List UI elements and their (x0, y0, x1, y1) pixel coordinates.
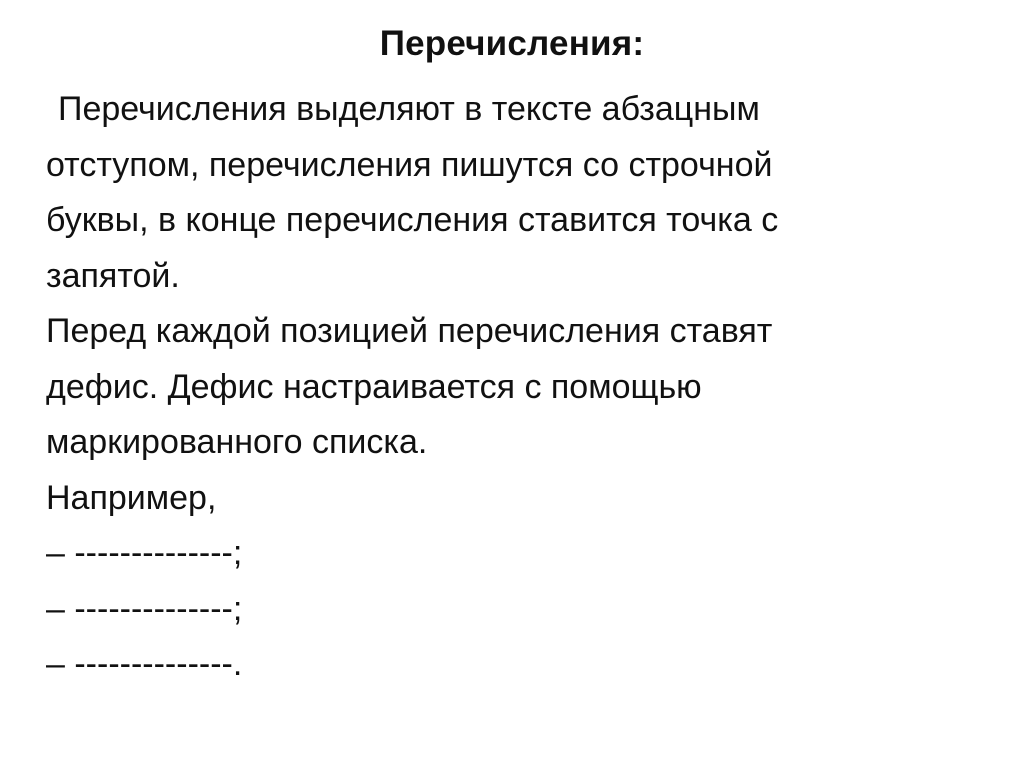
paragraph2-line-3: маркированного списка. (46, 423, 428, 461)
paragraph2-line-1: Перед каждой позицией перечисления ставят (46, 312, 773, 350)
paragraph1-line-3: буквы, в конце перечисления ставится точка с (46, 201, 779, 239)
slide-body (46, 82, 996, 693)
paragraph1-line-2: отступом, перечисления пишутся со строчной (46, 145, 773, 184)
list-item: – --------------; (46, 589, 243, 628)
paragraph2-line-2: дефис. Дефис настраивается с помощью (46, 367, 702, 406)
example-label: Например, (46, 478, 217, 517)
paragraph1-line-1: Перечисления выделяют в тексте абзацным (58, 90, 760, 128)
paragraph1-line-4: запятой. (46, 256, 180, 295)
slide-title: Перечисления: (379, 24, 645, 63)
list-item: – --------------; (46, 534, 243, 572)
list-item: – --------------. (46, 645, 243, 683)
